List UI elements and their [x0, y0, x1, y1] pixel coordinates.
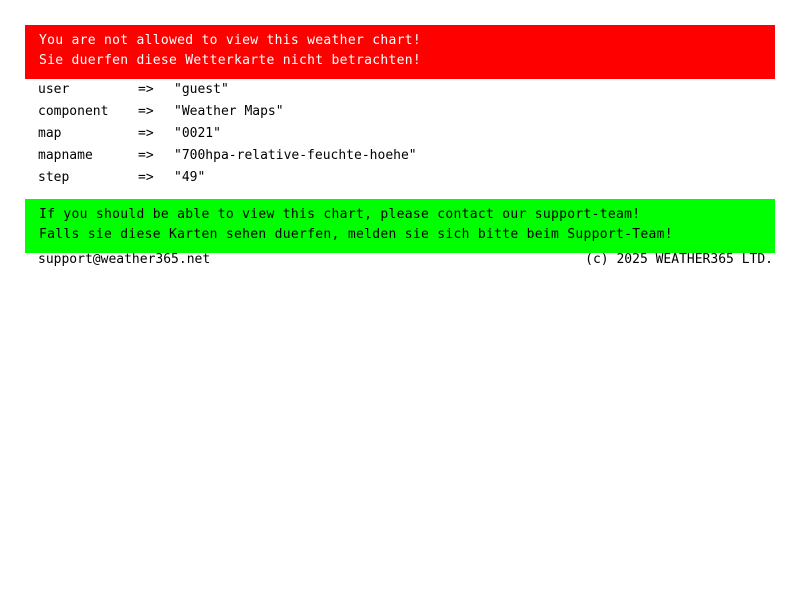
footer [38, 250, 773, 270]
info-banner [25, 199, 775, 253]
request-details-table [38, 80, 417, 190]
detail-key-map: map [38, 126, 62, 141]
detail-arrow: => [138, 126, 154, 141]
table-row [38, 102, 417, 124]
detail-key-mapname: mapname [38, 148, 93, 163]
copyright-notice: (c) 2025 WEATHER365 LTD. [585, 252, 773, 267]
support-email[interactable]: support@weather365.net [38, 252, 211, 267]
info-banner-line-en: If you should be able to view this chart, please contact our support-team! [39, 207, 641, 222]
table-row [38, 168, 417, 190]
detail-key-user: user [38, 82, 70, 97]
info-banner-line-de: Falls sie diese Karten sehen duerfen, melden sie sich bitte beim Support-Team! [39, 227, 673, 242]
table-row [38, 124, 417, 146]
detail-arrow: => [138, 82, 154, 97]
detail-value-map: "0021" [174, 126, 221, 141]
error-banner-line-de: Sie duerfen diese Wetterkarte nicht betrachten! [39, 53, 421, 68]
detail-value-step: "49" [174, 170, 206, 185]
detail-arrow: => [138, 104, 154, 119]
detail-arrow: => [138, 170, 154, 185]
table-row [38, 146, 417, 168]
detail-value-mapname: "700hpa-relative-feuchte-hoehe" [174, 148, 417, 163]
error-banner-line-en: You are not allowed to view this weather chart! [39, 33, 421, 48]
detail-key-step: step [38, 170, 70, 185]
detail-value-user: "guest" [174, 82, 229, 97]
detail-arrow: => [138, 148, 154, 163]
detail-value-component: "Weather Maps" [174, 104, 284, 119]
table-row [38, 80, 417, 102]
detail-key-component: component [38, 104, 109, 119]
error-banner [25, 25, 775, 79]
